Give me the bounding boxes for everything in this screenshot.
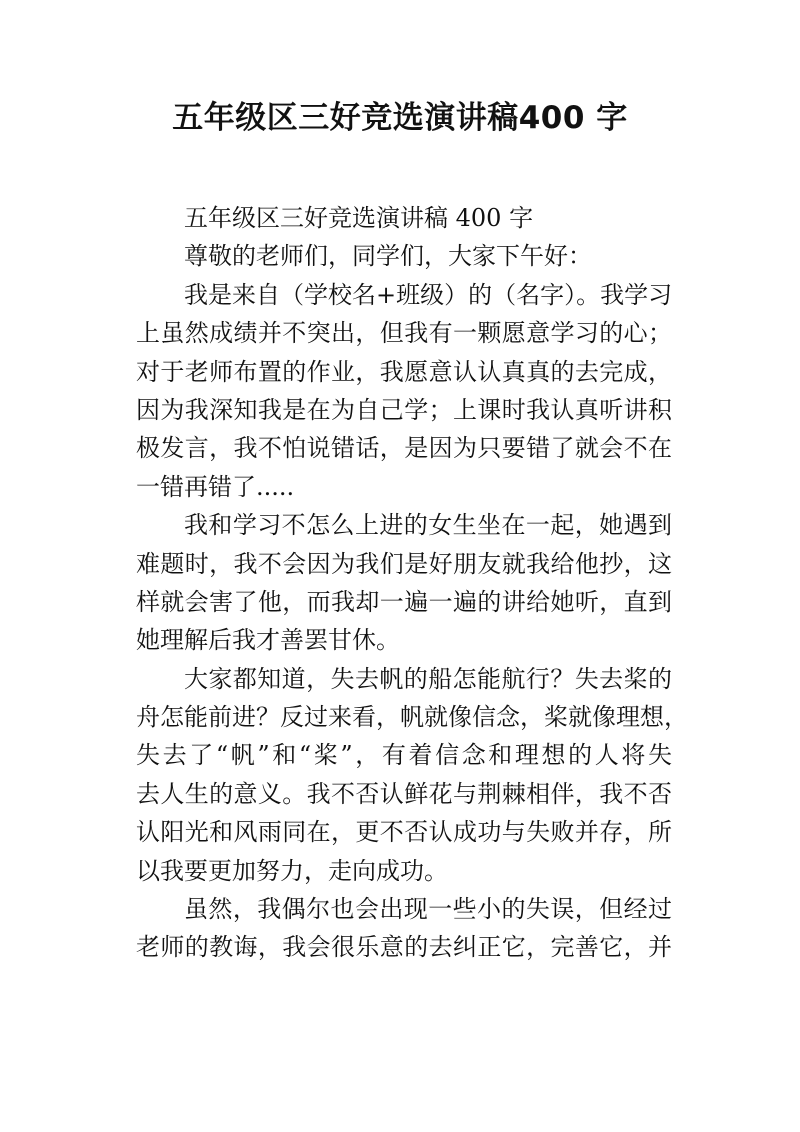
text-line: 对于老师布置的作业，我愿意认认真真的去完成， bbox=[136, 357, 672, 386]
text-line: 虽然，我偶尔也会出现一些小的失误，但经过 bbox=[184, 895, 672, 924]
text-line: 老师的教诲，我会很乐意的去纠正它，完善它，并 bbox=[136, 933, 672, 962]
text-line: 舟怎能前进？反过来看，帆就像信念，桨就像理想， bbox=[136, 703, 688, 732]
text-line: 她理解后我才善罢甘休。 bbox=[136, 626, 400, 655]
text-line: 上虽然成绩并不突出，但我有一颗愿意学习的心； bbox=[136, 319, 672, 348]
text-line: 尊敬的老师们，同学们，大家下午好： bbox=[184, 242, 592, 271]
text-line: 去人生的意义。我不否认鲜花与荆棘相伴，我不否 bbox=[136, 779, 672, 808]
document-title: 五年级区三好竞选演讲稿400 字 bbox=[172, 100, 628, 136]
text-line: 我是来自（学校名+班级）的（名字）。我学习 bbox=[184, 280, 673, 309]
text-line: 以我要更加努力，走向成功。 bbox=[136, 856, 448, 885]
speech-body bbox=[136, 199, 688, 967]
text-line: 样就会害了他，而我却一遍一遍的讲给她听，直到 bbox=[136, 587, 672, 616]
text-line: 我和学习不怎么上进的女生坐在一起，她遇到 bbox=[184, 511, 672, 540]
text-line: 一错再错了..... bbox=[136, 472, 295, 501]
text-line: 失去了“帆”和“桨”，有着信念和理想的人将失 bbox=[136, 741, 672, 770]
text-line: 难题时，我不会因为我们是好朋友就我给他抄，这 bbox=[136, 549, 672, 578]
text-line: 因为我深知我是在为自己学；上课时我认真听讲积 bbox=[136, 395, 672, 424]
text-line: 五年级区三好竞选演讲稿 400 字 bbox=[184, 204, 534, 232]
text-line: 大家都知道，失去帆的船怎能航行？失去桨的 bbox=[184, 664, 672, 693]
text-line: 极发言，我不怕说错话，是因为只要错了就会不在 bbox=[136, 434, 672, 463]
text-line: 认阳光和风雨同在，更不否认成功与失败并存，所 bbox=[136, 818, 672, 847]
